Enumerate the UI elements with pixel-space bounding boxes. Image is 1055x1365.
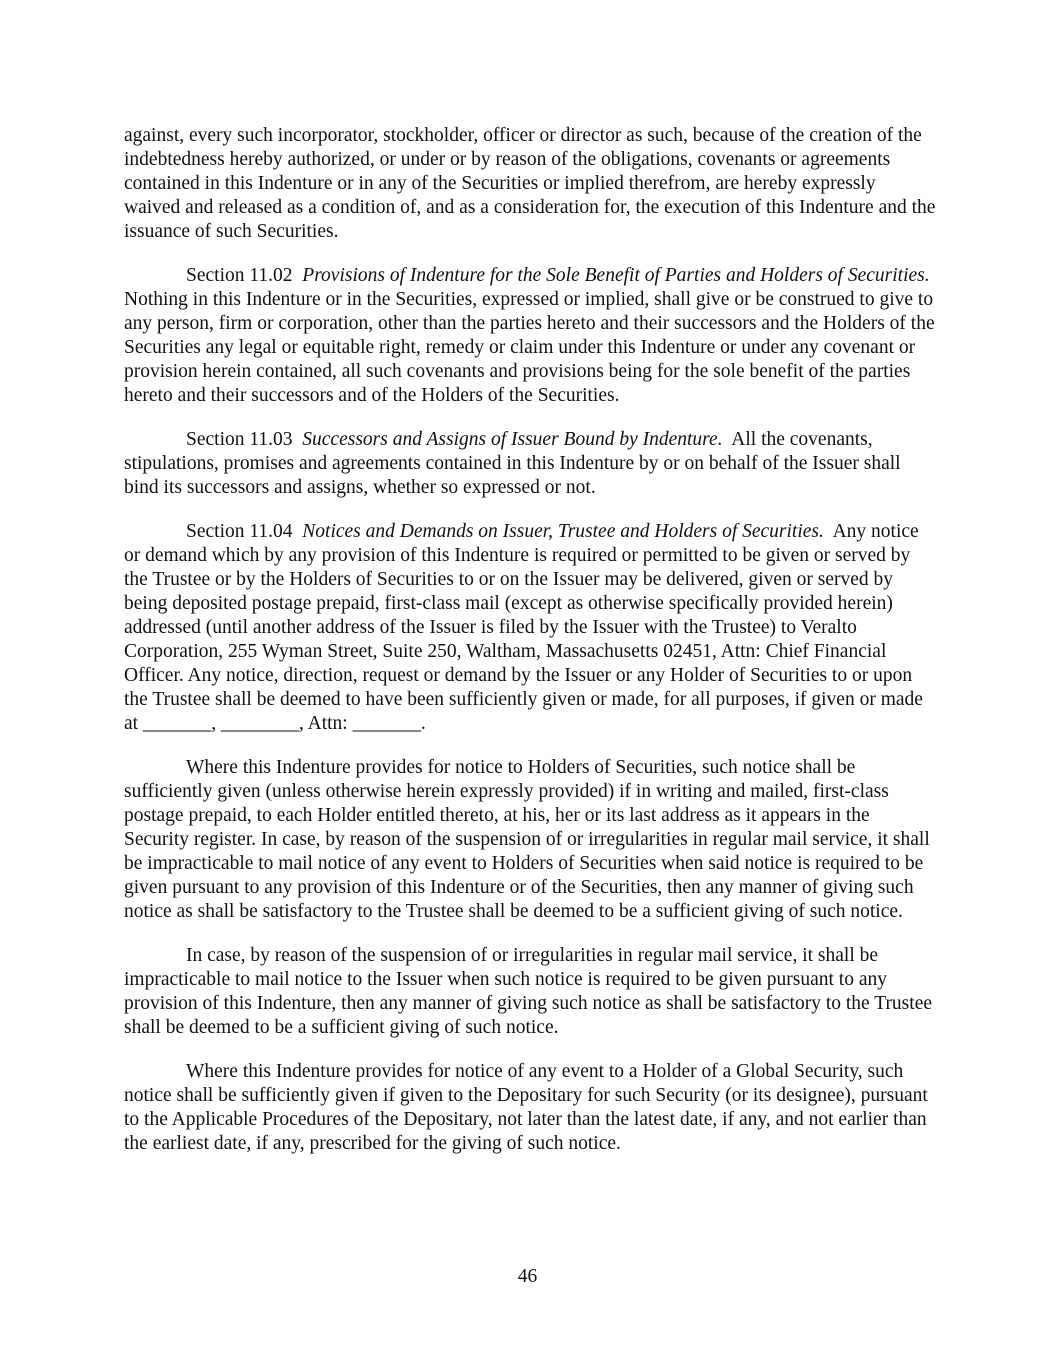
section-number: Section 11.02 <box>186 265 293 286</box>
paragraph-text: In case, by reason of the suspension of or irregularities in regular mail service, it shall be impracticable to mail notice to the Issuer when such notice is required to be given pursuant to any provision of this Indenture, then any manner of giving such notice as shall be satisfactory to the Trustee shall be deemed to be a sufficient giving of such notice. <box>124 945 933 1038</box>
section-heading: Provisions of Indenture for the Sole Benefit of Parties and Holders of Securities. <box>302 265 930 286</box>
paragraph-continuation <box>124 124 936 244</box>
section-text: Nothing in this Indenture or in the Securities, expressed or implied, shall give or be construed to give to any person, firm or corporation, other than the parties hereto and their successors and the Holders of the Securities any legal or equitable right, remedy or claim under this Indenture or under any covenant or provision herein contained, all such covenants and provisions being for the sole benefit of the parties hereto and their successors and of the Holders of the Securities. <box>124 289 935 406</box>
paragraph-text: Where this Indenture provides for notice to Holders of Securities, such notice shall be sufficiently given (unless otherwise herein expressly provided) if in writing and mailed, first-class postage prepaid, to each Holder entitled thereto, at his, her or its last address as it appears in the Security register. In case, by reason of the suspension of or irregularities in regular mail service, it shall be impracticable to mail notice of any event to Holders of Securities when said notice is required to be given pursuant to any provision of this Indenture or of the Securities, then any manner of giving such notice as shall be satisfactory to the Trustee shall be deemed to be a sufficient giving of such notice. <box>124 757 930 922</box>
page-number: 46 <box>517 1266 538 1287</box>
paragraph-notice-global-security <box>124 1060 936 1156</box>
section-11-03 <box>124 428 936 500</box>
section-number: Section 11.04 <box>186 521 293 542</box>
section-text: All the covenants, stipulations, promises and agreements contained in this Indenture by or on behalf of the Issuer shall bind its successors and assigns, whether so expressed or not. <box>124 429 901 498</box>
section-11-02 <box>124 264 936 408</box>
paragraph-text: against, every such incorporator, stockholder, officer or director as such, because of the creation of the indebtedness hereby authorized, or under or by reason of the obligations, covenants or agreements contained in this Indenture or in any of the Securities or implied therefrom, are hereby expressly waived and released as a condition of, and as a consideration for, the execution of this Indenture and the issuance of such Securities. <box>124 125 936 242</box>
section-11-04 <box>124 520 936 736</box>
section-heading: Notices and Demands on Issuer, Trustee and Holders of Securities. <box>302 521 824 542</box>
document-body <box>124 124 936 1176</box>
section-number: Section 11.03 <box>186 429 293 450</box>
section-heading: Successors and Assigns of Issuer Bound by Indenture. <box>302 429 723 450</box>
paragraph-notice-issuer <box>124 944 936 1040</box>
paragraph-text: Where this Indenture provides for notice of any event to a Holder of a Global Security, such notice shall be sufficiently given if given to the Depositary for such Security (or its designee), pursuant to the Applicable Procedures of the Depositary, not later than the latest date, if any, and not earlier than the earliest date, if any, prescribed for the giving of such notice. <box>124 1061 928 1154</box>
section-text: Any notice or demand which by any provision of this Indenture is required or permitted to be given or served by the Trustee or by the Holders of Securities to or on the Issuer may be delivered, given or served by being deposited postage prepaid, first-class mail (except as otherwise specifically provided herein) addressed (until another address of the Issuer is filed by the Issuer with the Trustee) to Veralto Corporation, 255 Wyman Street, Suite 250, Waltham, Massachusetts 02451, Attn: Chief Financial Officer. Any notice, direction, request or demand by the Issuer or any Holder of Securities to or upon the Trustee shall be deemed to have been sufficiently given or made, for all purposes, if given or made at _______, ________, Attn: _______. <box>124 521 923 734</box>
paragraph-notice-holders <box>124 756 936 924</box>
